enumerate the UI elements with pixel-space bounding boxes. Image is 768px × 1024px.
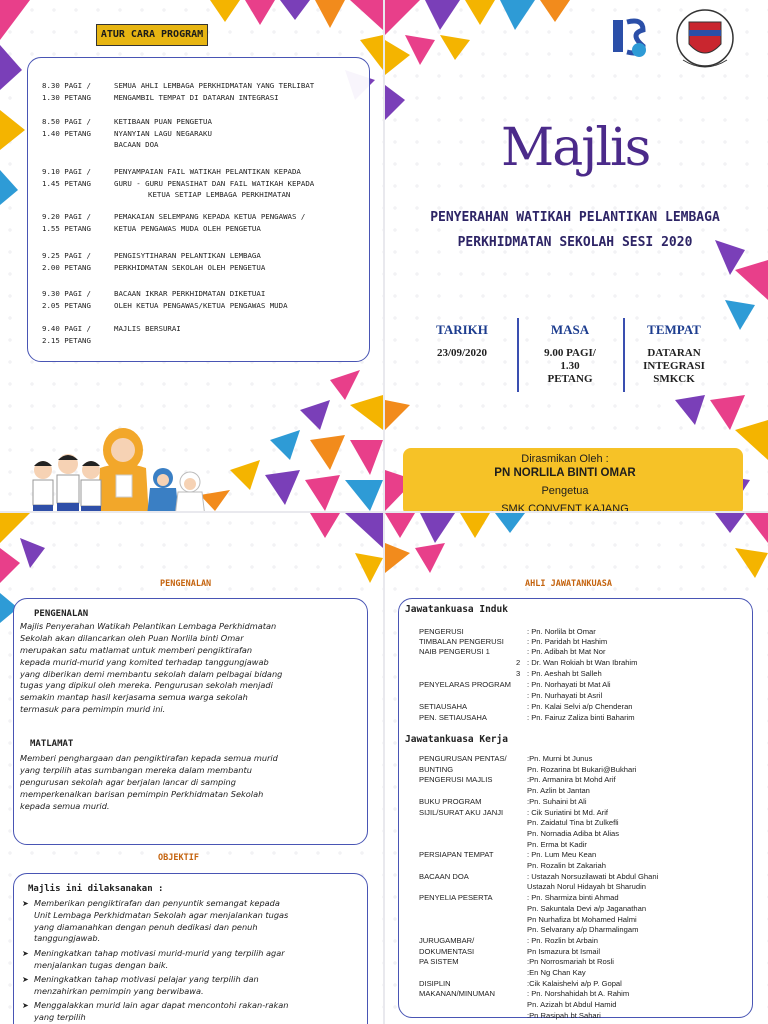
date-column: TARIKH 23/09/2020 bbox=[436, 322, 488, 359]
students-illustration bbox=[28, 420, 218, 511]
committee-heading: AHLI JAWATANKUASA bbox=[525, 579, 612, 589]
committee-row: : Ustazah Norsuzilawati bt Abdul Ghani bbox=[527, 871, 659, 881]
committee-row: Pn. Nornadia Adiba bt Alias bbox=[527, 828, 620, 838]
committee-row: : Pn. Kalai Selvi a/p Chenderan bbox=[527, 702, 633, 711]
committee-row: :Cik Kalaishelvi a/p P. Gopal bbox=[527, 978, 622, 988]
committee-row: Pn. Azizah bt Abdul Hamid bbox=[527, 1000, 617, 1010]
work-committee-title: Jawatankuasa Kerja bbox=[405, 734, 508, 745]
column-divider bbox=[623, 318, 625, 392]
committee-row: : Dr. Wan Rokiah bt Wan Ibrahim bbox=[527, 658, 638, 667]
committee-row: Pn. Rozarina bt Bukari@Bukhari bbox=[527, 764, 637, 774]
committee-row: SIJIL/SURAT AKU JANJI bbox=[419, 807, 504, 817]
committee-row: NAIB PENGERUSI 1 bbox=[419, 647, 490, 656]
committee-row: Pn Ismazura bt Ismail bbox=[527, 946, 601, 956]
committee-row: : Pn. Rozlin bt Arbain bbox=[527, 935, 598, 945]
committee-row: Pn. Sakuntala Devi a/p Jaganathan bbox=[527, 903, 647, 913]
objective-heading: OBJEKTIF bbox=[158, 853, 199, 863]
programme-box: 8.30 PAGI / 1.30 PETANG SEMUA AHLI LEMBAGA PERKHIDMATAN YANG TERLIBAT MENGAMBIL TEMPAT DI DATARAN INTEGRASI 8.50 PAGI / 1.40 PETANG KETIBAAN PUAN PENGETUA NYANYIAN LAGU NEGARAKU BACAAN DOA 9.10 PAGI / 1.45 PETANG PENYAMPAIAN FAIL WATIKAH PELANTIKAN KEPADA GURU - GURU PENASIHAT DAN FAIL WATIKAH KEPADA KETUA SETIAP LEMBAGA PERKHIMATAN 9.20 PAGI / 1.55 PETANG PEMAKAIAN SELEMPANG KEPADA KETUA PENGAWAS / KETUA PENGAWAS MUDA OLEH PENGETUA 9.25 PAGI / 2.00 PETANG PENGISYTIHARAN PELANTIKAN LEMBAGA PERKHIDMATAN SEKOLAH OLEH PENGETUA 9.30 PAGI / 2.05 PETANG BACAAN IKRAR PERKHIDMATAN DIKETUAI OLEH KETUA PENGAWAS/KETUA PENGAWAS MUDA 9.40 PAGI / 2.15 PETANG MAJLIS BERSURAI bbox=[27, 57, 370, 362]
committee-row: Pn Nurhafiza bt Mohamed Halmi bbox=[527, 914, 637, 924]
committee-row: BACAAN DOA bbox=[419, 871, 469, 881]
committee-row: PENYELIA PESERTA bbox=[419, 893, 493, 903]
arrow-bullet-icon: ➤ bbox=[22, 899, 29, 908]
committee-row: : Pn. Norlila bt Omar bbox=[527, 627, 596, 636]
programme-title: ATUR CARA PROGRAM bbox=[96, 24, 208, 46]
arrow-bullet-icon: ➤ bbox=[22, 975, 29, 984]
committee-row: Pn. Selvarany a/p Dharmalingam bbox=[527, 925, 639, 935]
school-logo-icon bbox=[603, 12, 653, 62]
committee-row: :Pn. Suhaini bt Ali bbox=[527, 796, 587, 806]
goal-text: MATLAMAT Memberi penghargaan dan pengiktirafan kepada semua murid yang terpilih atas sumbangan mereka dalam membantu pengurusan sekolah agar berjalan lancar di samping memperkenalkan barisan pemimpin Perkhidmatan Sekolah kepada semua murid. bbox=[20, 739, 278, 811]
majlis-wordmark: Majlis bbox=[501, 118, 650, 178]
committee-row: PENGURUSAN PENTAS/ bbox=[419, 754, 507, 763]
arrow-bullet-icon: ➤ bbox=[22, 1001, 29, 1010]
officiant-text: Dirasmikan Oleh : PN NORLILA BINTI OMAR Pengetua SMK CONVENT KAJANG bbox=[494, 453, 636, 511]
main-committee-title: Jawatankuasa Induk bbox=[405, 604, 508, 615]
committee-row: 3 bbox=[516, 669, 521, 678]
committee-row: : Pn. Paridah bt Hashim bbox=[527, 637, 608, 646]
arrow-bullet-icon: ➤ bbox=[22, 949, 29, 958]
committee-row: PA SISTEM bbox=[419, 957, 459, 967]
committee-row: :Pn. Armanira bt Mohd Arif bbox=[527, 775, 616, 785]
committee-row: : Pn. Aeshah bt Salleh bbox=[527, 669, 602, 678]
committee-row: : Pn. Norhayati bt Mat Ali bbox=[527, 680, 611, 689]
committee-row: :Pn. Murni bt Junus bbox=[527, 754, 593, 763]
time-column: MASA 9.00 PAGI/ 1.30 PETANG bbox=[544, 322, 596, 385]
column-divider bbox=[517, 318, 519, 392]
committee-row: : Pn. Adibah bt Mat Nor bbox=[527, 647, 606, 656]
committee-row: :En Ng Chan Kay bbox=[527, 968, 586, 977]
committee-row: TIMBALAN PENGERUSI bbox=[419, 637, 504, 646]
programme-panel bbox=[0, 0, 383, 511]
intro-panel: PENGENALAN PENGENALAN Majlis Penyerahan Watikah Pelantikan Lembaga Perkhidmatan Sekolah akan dilancarkan oleh Puan Norlila binti Omar merupakan satu matlamat untuk memberi pengiktirafan kepada murid-murid yang komited terhadap tanggungjawab yang diberikan demi membantu sekolah dalam pelbagai bidang tugas yang dipikul oleh mereka. Pengurusan sekolah menjadi semakin mantap hasil kerjasama semua warga sekolah termasuk para pemimpin murid ini. MATLAMAT Memberi penghargaan dan pengiktirafan kepada semua murid yang terpilih atas sumbangan mereka dalam membantu pengurusan sekolah agar berjalan lancar di samping memperkenalkan barisan pemimpin Perkhidmatan Sekolah kepada semua murid. OBJEKTIF Majlis ini dilaksanakan : ➤ Memberikan pengiktirafan dan penyuntik semangat kepada Unit Lembaga Perkhidmatan Sekolah agar menjalankan tugas yang diamanahkan dengan penuh dedikasi dan penuh tanggungjawab. ➤ Meningkatkan tahap motivasi murid-murid yang terpilih agar menjalankan tugas dengan baik. ➤ Meningkatkan tahap motivasi pelajar yang terpilih dan menzahirkan pemimpin yang berwibawa. ➤ Menggalakkan murid lain agar dapat mencontohi rakan-rakan yang terpilih bbox=[0, 513, 383, 1024]
committee-row: BUNTING bbox=[419, 764, 454, 774]
committee-row: PENGERUSI bbox=[419, 627, 464, 636]
committee-row: : Pn. Lum Meu Kean bbox=[527, 850, 597, 860]
committee-row: PERSIAPAN TEMPAT bbox=[419, 850, 494, 860]
committee-row: : Pn. Nurhayati bt Asril bbox=[527, 691, 603, 700]
committee-row: :Pn Rasipah bt Sahari bbox=[527, 1010, 601, 1020]
committee-row: Pn. Azlin bt Jantan bbox=[527, 786, 590, 796]
committee-row: Ustazah Norul Hidayah bt Sharudin bbox=[527, 882, 647, 892]
committee-row: Pn. Erma bt Kadir bbox=[527, 839, 587, 849]
cover-panel bbox=[385, 0, 768, 511]
committee-row: : Pn. Norshahidah bt A. Rahim bbox=[527, 989, 630, 999]
committee-row: SETIAUSAHA bbox=[419, 702, 468, 711]
committee-row: MAKANAN/MINUMAN bbox=[419, 989, 495, 999]
committee-row: BUKU PROGRAM bbox=[419, 796, 482, 806]
committee-row: :Pn Norrosmariah bt Rosli bbox=[527, 957, 614, 967]
committee-row: 2 bbox=[516, 658, 521, 667]
committee-panel bbox=[385, 513, 768, 1024]
committee-row: PEN. SETIAUSAHA bbox=[419, 713, 487, 722]
committee-row: DISIPLIN bbox=[419, 978, 451, 988]
committee-row: PENGERUSI MAJLIS bbox=[419, 775, 493, 785]
committee-row: Pn. Zaidatul Tina bt Zulkefli bbox=[527, 818, 619, 828]
objective-title: Majlis ini dilaksanakan : bbox=[28, 884, 164, 894]
venue-column: TEMPAT DATARAN INTEGRASI SMKCK bbox=[643, 322, 705, 385]
event-title: PENYERAHAN WATIKAH PELANTIKAN LEMBAGA PERKHIDMATAN SEKOLAH SESI 2020 bbox=[430, 210, 720, 250]
committee-row: DOKUMENTASI bbox=[419, 946, 475, 956]
intro-heading: PENGENALAN bbox=[160, 579, 212, 589]
committee-row: JURUGAMBAR/ bbox=[419, 935, 475, 945]
committee-row: : Pn. Fairuz Zaliza binti Baharim bbox=[527, 713, 635, 722]
committee-row: Pn. Rozalin bt Zakariah bbox=[527, 861, 606, 870]
committee-row: : Pn. Sharmiza binti Ahmad bbox=[527, 893, 619, 903]
committee-row: PENYELARAS PROGRAM bbox=[419, 680, 511, 689]
school-crest-icon bbox=[675, 8, 735, 78]
intro-text: PENGENALAN Majlis Penyerahan Watikah Pelantikan Lembaga Perkhidmatan Sekolah akan dilancarkan oleh Puan Norlila binti Omar merupakan satu matlamat untuk memberi pengiktirafan kepada murid-murid yang komited terhadap tanggungjawab yang diberikan demi membantu sekolah dalam pelbagai bidang tugas yang dipikul oleh mereka. Pengurusan sekolah menjadi semakin mantap hasil kerjasama semua warga sekolah termasuk para pemimpin murid ini. bbox=[20, 609, 283, 715]
committee-row: : Cik Suriatini bt Md. Arif bbox=[527, 807, 609, 817]
